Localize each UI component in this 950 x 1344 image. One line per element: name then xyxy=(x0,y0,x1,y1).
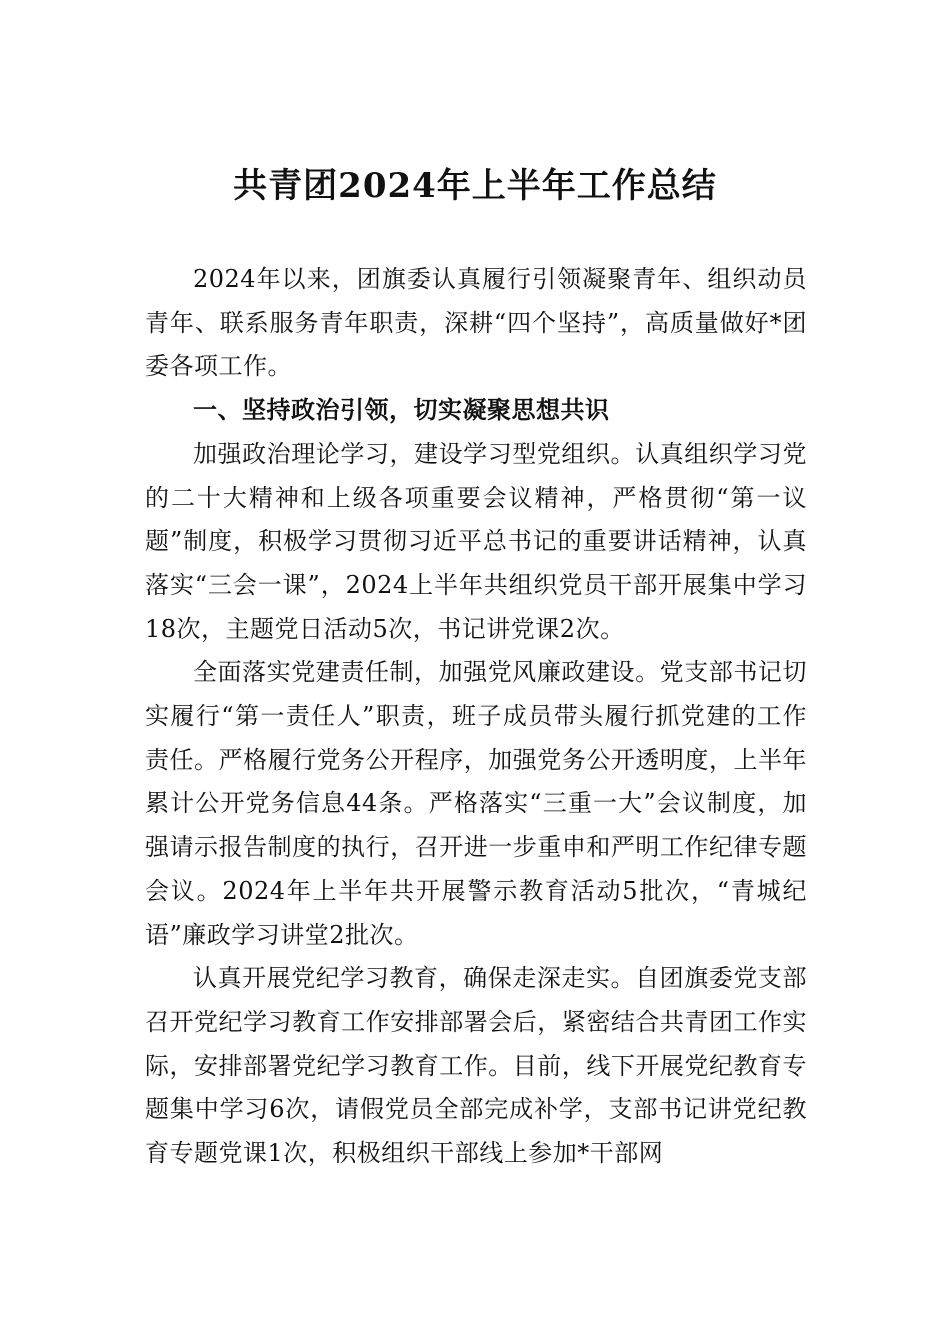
document-title: 共青团2024年上半年工作总结 xyxy=(233,166,717,206)
intro-paragraph: 2024年以来，团旗委认真履行引领凝聚青年、组织动员青年、联系服务青年职责，深耕“四个坚持”，高质量做好*团委各项工作。 xyxy=(145,265,807,381)
paragraph-party-responsibility: 全面落实党建责任制，加强党风廉政建设。党支部书记切实履行“第一责任人”职责，班子成员带头履行抓党建的工作责任。严格履行党务公开程序，加强党务公开透明度，上半年累计公开党务信息44条。严格落实“三重一大”会议制度，加强请示报告制度的执行，召开进一步重申和严明工作纪律专题会议。2024年上半年共开展警示教育活动5批次，“青城纪语”廉政学习讲堂2批次。 xyxy=(145,658,807,949)
section-1-heading: 一、坚持政治引领，切实凝聚思想共识 xyxy=(193,396,610,425)
document-body xyxy=(145,258,807,1176)
paragraph-political-study: 加强政治理论学习，建设学习型党组织。认真组织学习党的二十大精神和上级各项重要会议精神，严格贯彻“第一议题”制度，积极学习贯彻习近平总书记的重要讲话精神，认真落实“三会一课”，2024上半年共组织党员干部开展集中学习18次，主题党日活动5次，书记讲党课2次。 xyxy=(145,439,807,643)
paragraph-discipline-education: 认真开展党纪学习教育，确保走深走实。自团旗委党支部召开党纪学习教育工作安排部署会后，紧密结合共青团工作实际，安排部署党纪学习教育工作。目前，线下开展党纪教育专题集中学习6次，请假党员全部完成补学，支部书记讲党纪教育专题党课1次，积极组织干部线上参加*干部网 xyxy=(145,964,807,1168)
